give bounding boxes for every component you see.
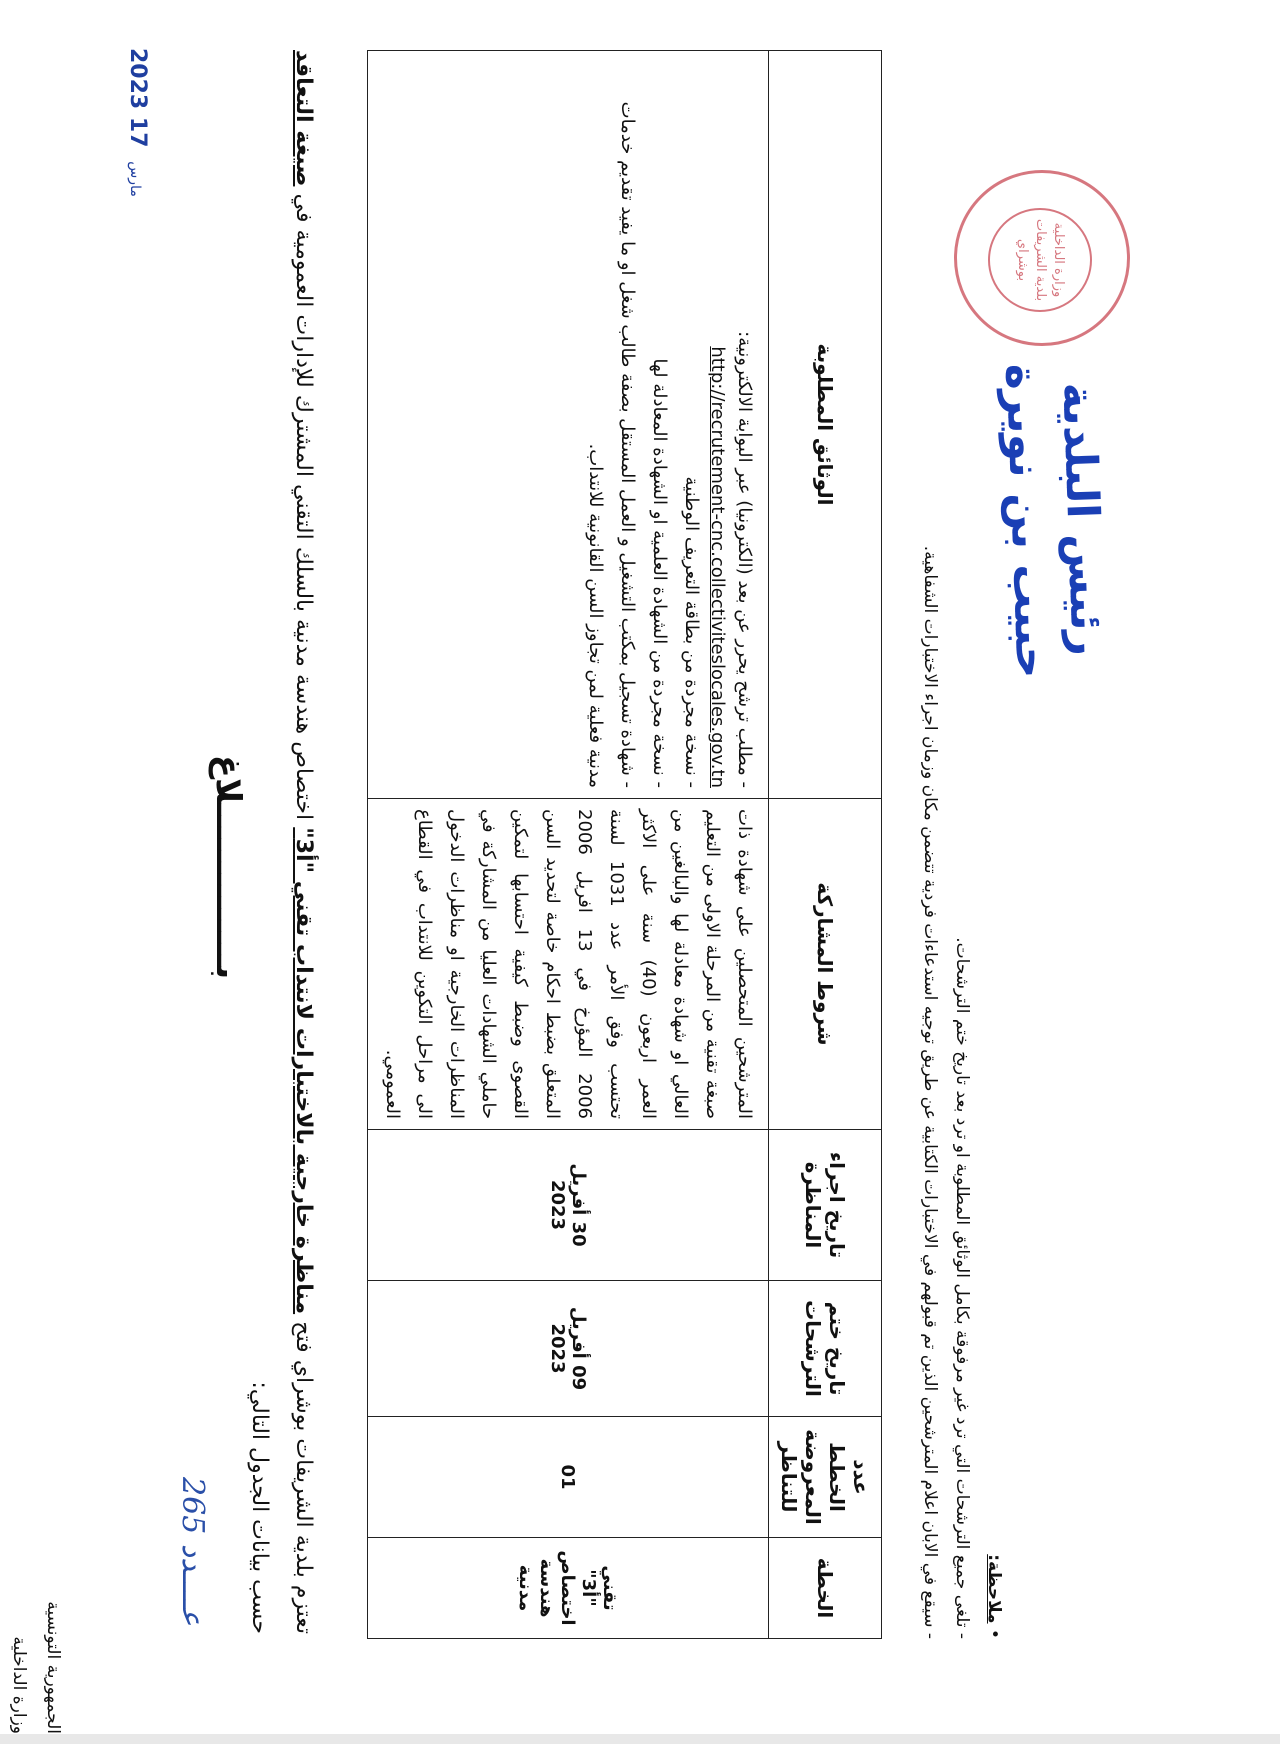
signature (992, 358, 1115, 682)
col-header-exam: تاريخ اجراء المناظرة (769, 1130, 882, 1281)
cell-closing-date: 09 أفريل 2023 (368, 1281, 769, 1417)
date-year: 2023 (125, 48, 150, 110)
date-month: مارس (127, 161, 143, 197)
col-header-plan: الخطة (769, 1538, 882, 1639)
table-header-row (769, 51, 882, 1639)
notes-label: ملاحظة: (984, 1554, 1004, 1624)
portal-link[interactable]: http://recrutement-cnc.collectiviteslocales.gov.tn (707, 346, 728, 788)
municipality-name (0, 1474, 2, 1734)
ministry-name: وزارة الداخلية (9, 1636, 29, 1734)
cell-count: 01 (368, 1417, 769, 1538)
competition-table (367, 50, 882, 1639)
official-stamp (954, 170, 1130, 346)
cell-conditions: المترشحين المتحصلين على شهادة ذات صبغة تقنية من المرحلة الاولى من التعليم العالي او شهادة معادلة لها والبالغين من العمر اربعون (40) سنة على الاكثر تحتسب وفق الأمر عدد 1031 لسنة 2006 المؤرخ في 13 افريل 2006 المتعلق بضبط احكام خاصة لتحديد السن القصوى وضبط كيفية احتسابها لتمكين حاملي الشهادات العليا من المشاركة في المناظرات الخارجية او مناظرات الدخول الى مراحل التكوين للانتداب في القطاع العمومي. (368, 799, 769, 1130)
intro-part2: اختصاص هندسة مدنية بالسلك التقني المشترك للإدارات العمومية في (291, 193, 316, 821)
intro-paragraph (237, 50, 325, 1634)
cell-plan: تقني "أ3" اختصاص هندسة مدنية (368, 1538, 769, 1639)
date-day: 17 (125, 116, 150, 148)
signature-title: رئيس البلدية (1052, 381, 1113, 657)
doc-item: - نسخة مجردة من بطاقة التعريف الوطنية (681, 476, 702, 788)
intro-part3: حسب بيانات الجدول التالي: (247, 1381, 272, 1634)
reference-number: عــــدد 265 (175, 1477, 210, 1626)
page-title: بــــــــــــــلاغ (208, 754, 248, 980)
date-stamp (125, 48, 150, 203)
letterhead (0, 1474, 70, 1734)
note-item: - سيقع في الابان اعلام المترشحين الذين تم قبولهم في الاختبارات الكتابية عن طريق توجيه استدعاءات فردية تتضمن مكان وزمان اجراء الاختبارات الشفاهية. (920, 545, 940, 1639)
doc-item: - نسخة مجردة من الشهادة العلمية او الشهادة المعادلة لها (649, 358, 670, 788)
col-header-docs: الوثائق المطلوبة (769, 51, 882, 799)
stamp-text: وزارة الداخلية بلدية الشريفات بوشراي (988, 208, 1092, 312)
note-item: - تلغى جميع الترشحات التي ترد غير مرفوقة بكامل الوثائق المطلوبة او ترد بعد تاريخ ختم الترشحات. (952, 937, 972, 1639)
signature-name: حبيب بن نويرة (995, 362, 1058, 680)
col-header-conditions: شروط المشاركة (769, 799, 882, 1130)
intro-bold2: صيغة التعاقد (291, 50, 316, 187)
doc-item: - مطلب ترشح يحرر عن بعد (الكترونيا) عبر البوابة الالكترونية: (734, 331, 755, 788)
intro-bold1: مناظرة خارجية بالاختبارات لانتداب تقني "أ3" (291, 827, 316, 1315)
col-header-closing: تاريخ ختم الترشحات (769, 1281, 882, 1417)
doc-item: - شهادة تسجيل بمكتب التشغيل و العمل المستقل بصفة طالب شغل او ما يفيد تقديم خدمات مدنية فعلية لمن تجاوز السن القانونية للانتداب. (585, 101, 638, 788)
republic-name: الجمهورية التونسية (43, 1601, 63, 1734)
table-row (368, 51, 769, 1639)
notes-section: • ملاحظة: - تلغى جميع الترشحات التي ترد غير مرفوقة بكامل الوثائق المطلوبة او ترد بعد تاريخ ختم الترشحات. - سيقع في الابان اعلام المترشحين الذين تم قبولهم في الاختبارات الكتابية عن طريق توجيه استدعاءات فردية تتضمن مكان وزمان اجراء الاختبارات الشفاهية. (914, 50, 1010, 1639)
col-header-count: عدد الخطط المعروضة للتناظر (769, 1417, 882, 1538)
cell-docs (368, 51, 769, 799)
intro-part1: تعتزم بلدية الشريفات بوشراي فتح (291, 1321, 316, 1634)
cell-exam-date: 30 أفريل 2023 (368, 1130, 769, 1281)
